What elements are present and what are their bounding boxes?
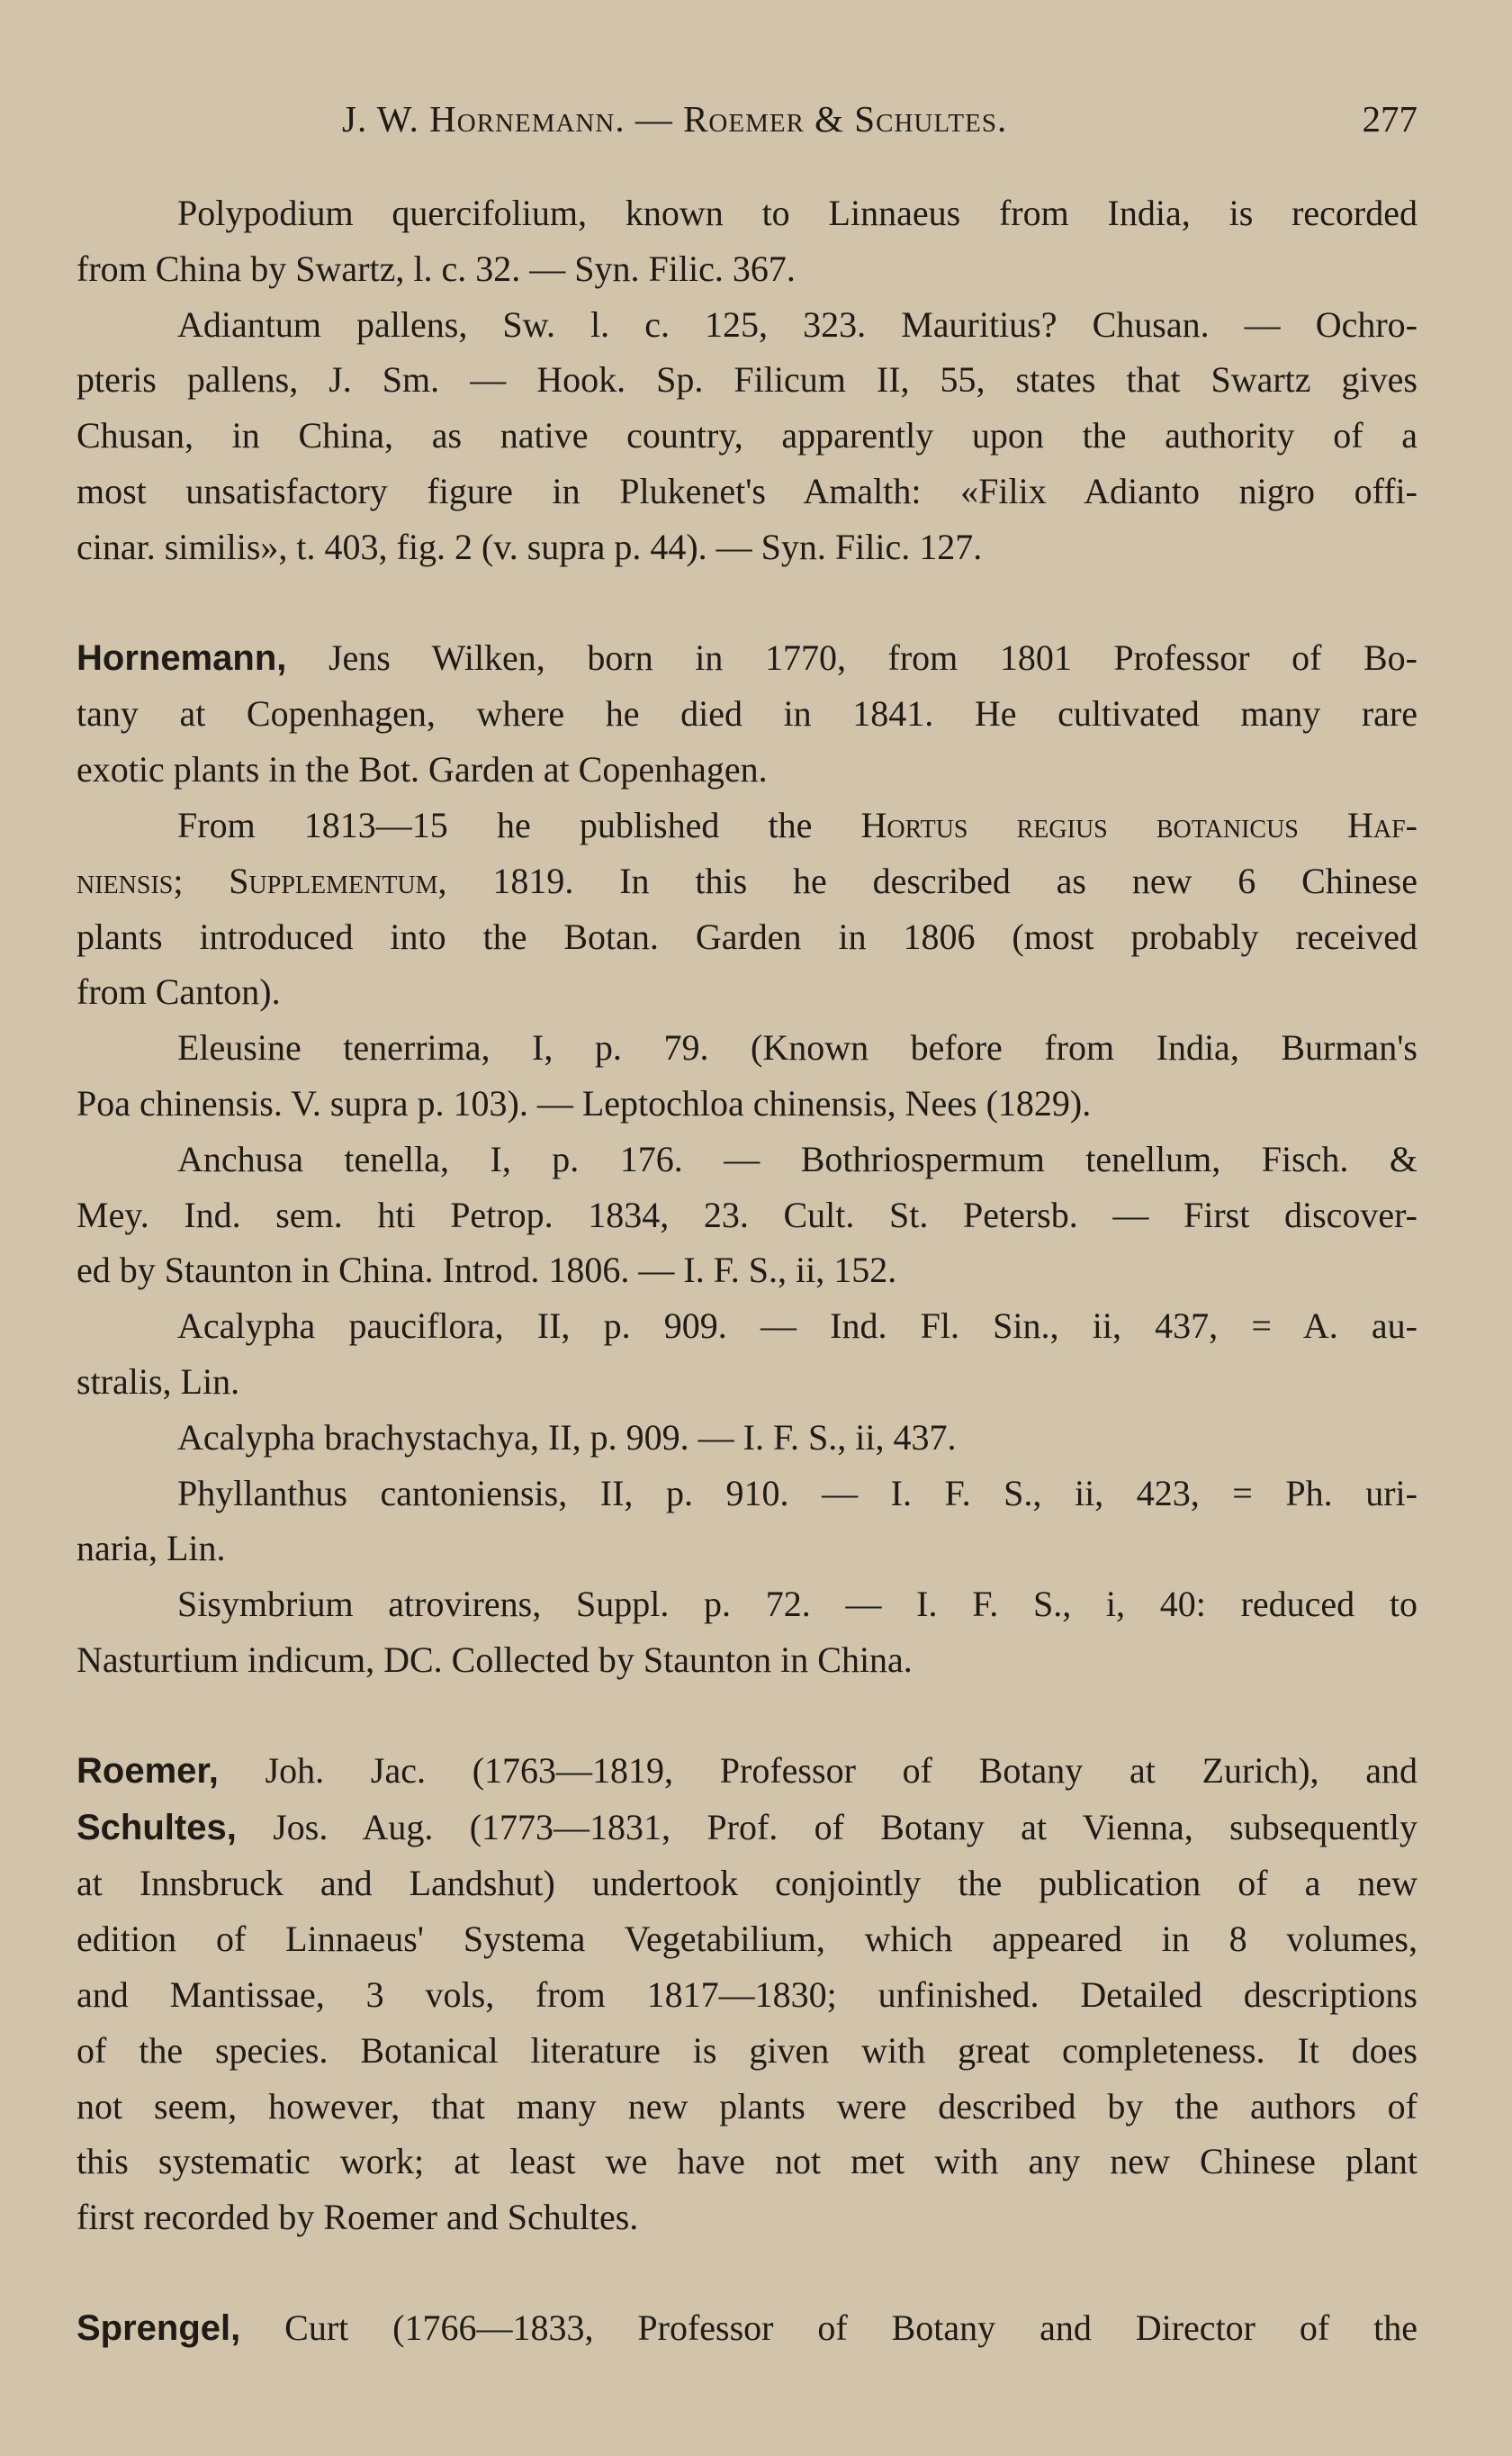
text-line: most unsatisfactory figure in Plukenet's Amalth: «Filix Adianto nigro offi- (76, 470, 1418, 511)
text-span: Jos. Aug. (1773—1831, Prof. of Botany at Vienna, subsequently (273, 1806, 1418, 1847)
paragraph-acalypha-pauciflora (76, 1298, 1418, 1410)
text-line: tany at Copenhagen, where he died in 1841. He cultivated many rare (76, 693, 1418, 735)
text-line (76, 1800, 1418, 1856)
author-name: Hornemann, (76, 637, 287, 678)
text-line (76, 2300, 1418, 2357)
text-line: edition of Linnaeus' Systema Vegetabilium, which appeared in 8 volumes, (76, 1919, 1418, 1960)
paragraph-eleusine (76, 1020, 1418, 1132)
text-line: Mey. Ind. sem. hti Petrop. 1834, 23. Cult. St. Petersb. — First discover- (76, 1194, 1418, 1235)
text-span: , 1819. In this he described as new 6 Chinese (437, 860, 1418, 901)
text-line: stralis, Lin. (76, 1360, 240, 1402)
text-line (76, 630, 1418, 687)
text-line: this systematic work; at least we have not met with any new Chinese plant (76, 2141, 1418, 2182)
section-gap (76, 575, 1418, 630)
text-line: Sisymbrium atrovirens, Suppl. p. 72. — I. F. S., i, 40: reduced to (177, 1584, 1418, 1625)
text-line: cinar. similis», t. 403, fig. 2 (v. supra p. 44). — Syn. Filic. 127. (76, 526, 983, 567)
text-line: Acalypha brachystachya, II, p. 909. — I. F. S., ii, 437. (177, 1416, 957, 1458)
text-line: of the species. Botanical literature is given with great completeness. It does (76, 2029, 1418, 2071)
section-gap (76, 1688, 1418, 1743)
paragraph-anchusa (76, 1132, 1418, 1298)
page-number: 277 (1362, 98, 1418, 140)
section-gap (76, 2245, 1418, 2300)
text-line: Adiantum pallens, Sw. l. c. 125, 323. Mauritius? Chusan. — Ochro- (177, 303, 1418, 345)
text-line: Poa chinensis. V. supra p. 103). — Leptochloa chinensis, Nees (1829). (76, 1082, 1092, 1124)
text-line: Chusan, in China, as native country, apparently upon the authority of a (76, 415, 1418, 456)
book-title: Hortus regius botanicus Haf- (860, 804, 1418, 845)
text-line: Polypodium quercifolium, known to Linnaeus from India, is recorded (177, 193, 1418, 233)
text-line: exotic plants in the Bot. Garden at Copenhagen. (76, 749, 768, 790)
paragraph-sisymbrium (76, 1576, 1418, 1688)
paragraph-hortus (76, 798, 1418, 1020)
text-line: Eleusine tenerrima, I, p. 79. (Known before from India, Burman's (177, 1027, 1418, 1069)
text-line: naria, Lin. (76, 1528, 226, 1569)
text-line: plants introduced into the Botan. Garden in 1806 (most probably received (76, 916, 1418, 957)
author-name: Sprengel, (76, 2307, 241, 2348)
text-span: Joh. Jac. (1763—1819, Professor of Botany at Zurich), and (265, 1749, 1418, 1791)
text-span: Jens Wilken, born in 1770, from 1801 Professor of Bo- (328, 637, 1418, 678)
author-name: Roemer, (76, 1750, 219, 1791)
text-line: from China by Swartz, l. c. 32. — Syn. Filic. 367. (76, 248, 796, 289)
text-line: and Mantissae, 3 vols, from 1817—1830; unfinished. Detailed descriptions (76, 1973, 1418, 2015)
paragraph-roemer-schultes (76, 1743, 1418, 2245)
body-text (76, 185, 1418, 2357)
paragraph-polypodium (76, 185, 1418, 297)
paragraph-adiantum (76, 297, 1418, 575)
running-head: J. W. Hornemann. — Roemer & Schultes. (342, 98, 1008, 140)
author-name: Schultes, (76, 1807, 237, 1847)
text-line: Acalypha pauciflora, II, p. 909. — Ind. Fl. Sin., ii, 437, = A. au- (177, 1305, 1418, 1347)
text-line: ed by Staunton in China. Introd. 1806. — I. F. S., ii, 152. (76, 1250, 897, 1291)
text-line (76, 798, 1418, 853)
text-span: Curt (1766—1833, Professor of Botany and Director of the (284, 2307, 1418, 2348)
text-line: pteris pallens, J. Sm. — Hook. Sp. Filicum II, 55, states that Swartz gives (76, 359, 1418, 401)
text-line: at Innsbruck and Landshut) undertook conjointly the publication of a new (76, 1863, 1418, 1904)
paragraph-sprengel (76, 2300, 1418, 2357)
text-line: not seem, however, that many new plants were described by the authors of (76, 2085, 1418, 2126)
text-line: Anchusa tenella, I, p. 176. — Bothriospermum tenellum, Fisch. & (177, 1138, 1418, 1179)
book-title: niensis; Supplementum (76, 860, 438, 901)
text-line: first recorded by Roemer and Schultes. (76, 2197, 639, 2238)
text-line (76, 853, 1418, 909)
text-line (76, 1743, 1418, 1800)
paragraph-acalypha-brachystachya (76, 1410, 1418, 1466)
text-span: From 1813—15 he published the (177, 804, 861, 845)
text-line: Phyllanthus cantoniensis, II, p. 910. — I. F. S., ii, 423, = Ph. uri- (177, 1472, 1418, 1513)
text-line: from Canton). (76, 971, 281, 1013)
paragraph-phyllanthus (76, 1466, 1418, 1577)
text-line: Nasturtium indicum, DC. Collected by Staunton in China. (76, 1639, 913, 1680)
page-header (72, 97, 1418, 151)
paragraph-hornemann (76, 630, 1418, 798)
